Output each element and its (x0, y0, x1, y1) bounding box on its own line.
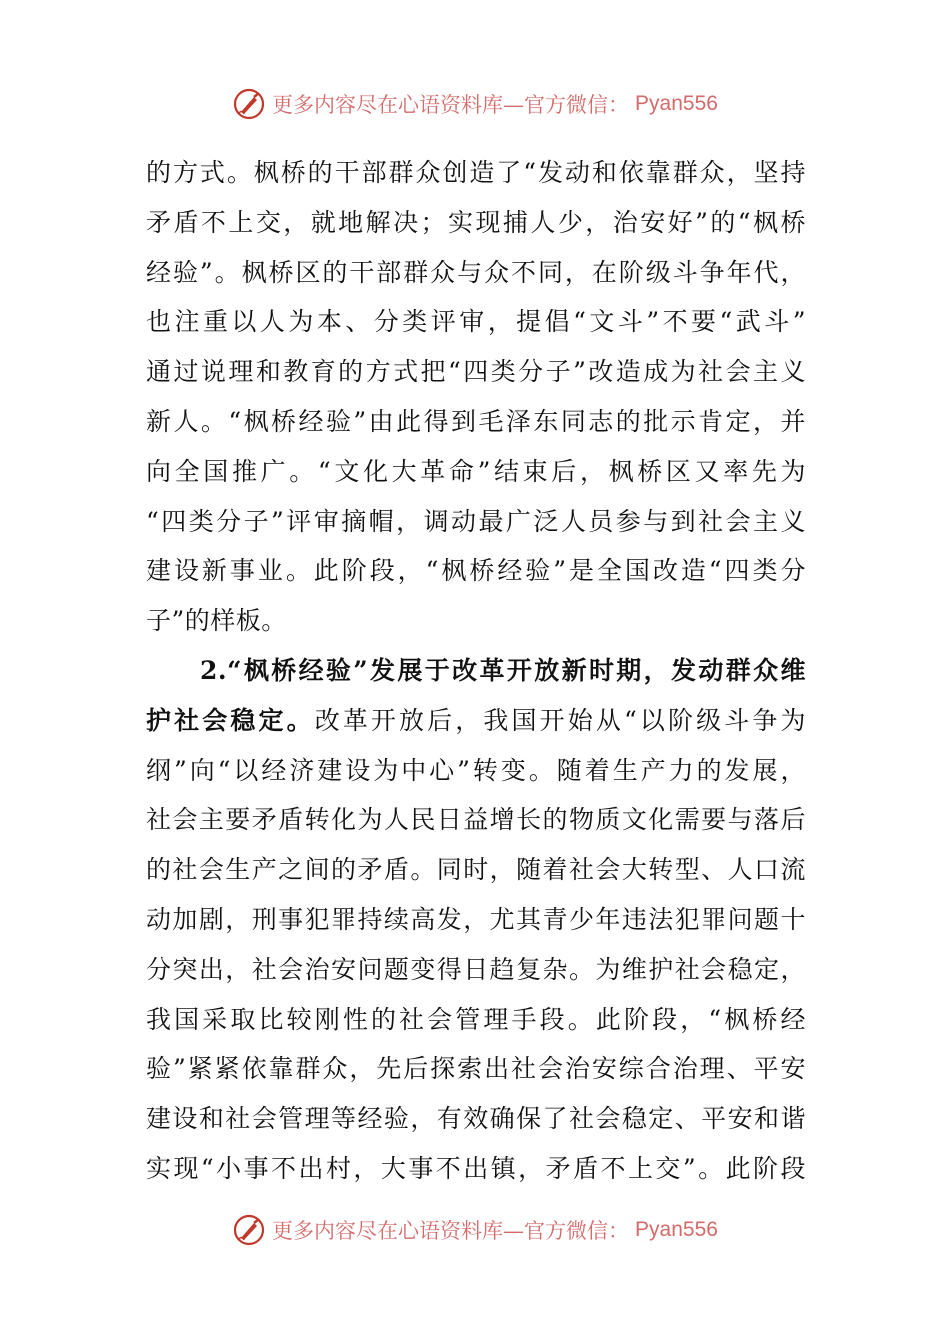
body-line: 动加剧，刑事犯罪持续高发，尤其青少年违法犯罪问题十 (146, 904, 806, 934)
body-line: 子”的样板。 (146, 606, 287, 636)
pen-logo-icon (232, 1213, 266, 1247)
body-line: 验”紧紧依靠群众，先后探索出社会治安综合治理、平安 (146, 1054, 806, 1084)
pen-logo-icon (232, 87, 266, 121)
watermark-handle: Pyan556 (635, 1218, 718, 1241)
section-heading-end: 护社会稳定。 (146, 705, 315, 735)
section-text-start: 改革开放后，我国开始从“以阶级斗争为 (314, 705, 806, 735)
body-line: 新人。“枫桥经验”由此得到毛泽东同志的批示肯定，并 (146, 406, 806, 436)
body-line: 建设和社会管理等经验，有效确保了社会稳定、平安和谐 (146, 1104, 806, 1134)
body-line: 经验”。枫桥区的干部群众与众不同，在阶级斗争年代， (146, 257, 806, 287)
section-heading: 2.“枫桥经验”发展于改革开放新时期，发动群众维 (200, 655, 806, 685)
body-line: “四类分子”评审摘帽，调动最广泛人员参与到社会主义 (146, 506, 806, 536)
body-line: 我国采取比较刚性的社会管理手段。此阶段，“枫桥经 (146, 1004, 806, 1034)
body-line: 的方式。枫桥的干部群众创造了“发动和依靠群众，坚持 (146, 158, 806, 187)
watermark-header (0, 84, 950, 124)
watermark-footer (0, 1210, 950, 1250)
body-line: 向全国推广。“文化大革命”结束后，枫桥区又率先为 (146, 456, 806, 486)
body-line: 纲”向“以经济建设为中心”转变。随着生产力的发展， (146, 755, 806, 785)
section-heading-continued (146, 696, 806, 746)
body-line: 建设新事业。此阶段，“枫桥经验”是全国改造“四类分 (146, 556, 806, 586)
document-body (146, 148, 806, 1194)
body-line: 通过说理和教育的方式把“四类分子”改造成为社会主义 (146, 357, 806, 387)
body-line: 也注重以人为本、分类评审，提倡“文斗”不要“武斗” (146, 307, 806, 337)
watermark-text: 更多内容尽在心语资料库—官方微信： (272, 1219, 630, 1243)
watermark-handle: Pyan556 (635, 92, 718, 115)
body-line: 社会主要矛盾转化为人民日益增长的物质文化需要与落后 (146, 805, 806, 835)
body-line: 分突出，社会治安问题变得日趋复杂。为维护社会稳定， (146, 954, 806, 984)
body-line: 的社会生产之间的矛盾。同时，随着社会大转型、人口流 (146, 855, 806, 885)
body-line: 矛盾不上交，就地解决；实现捕人少，治安好”的“枫桥 (146, 207, 806, 237)
body-line: 实现“小事不出村，大事不出镇，矛盾不上交”。此阶段 (146, 1153, 806, 1183)
watermark-text: 更多内容尽在心语资料库—官方微信： (272, 93, 630, 117)
